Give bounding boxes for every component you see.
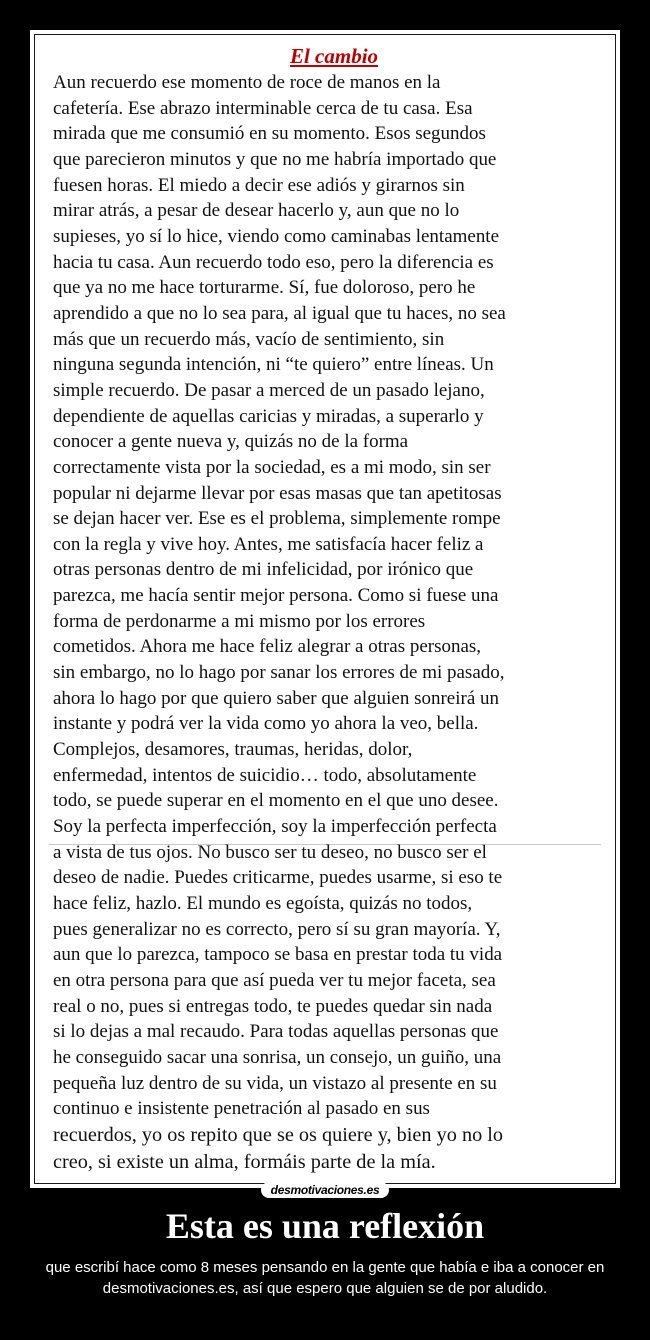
- document-line: pequeña luz dentro de su vida, un vistazo al presente en su: [53, 1072, 497, 1094]
- document-line: sin embargo, no lo hago por sanar los errores de mi pasado,: [53, 662, 505, 684]
- document-line: continuo e insistente penetración al pasado en sus: [53, 1098, 430, 1120]
- document-text: [53, 43, 615, 1176]
- document-line: fuesen horas. El miedo a decir ese adiós y girarnos sin: [53, 174, 465, 196]
- document-line: mirar atrás, a pesar de desear hacerlo y, aun que no lo: [53, 200, 460, 222]
- document-line: correctamente vista por la sociedad, es a mi modo, sin ser: [53, 456, 491, 478]
- document-line: se dejan hacer ver. Ese es el problema, simplemente rompe: [53, 508, 501, 530]
- document-line: aun que lo parezca, tampoco se basa en prestar toda tu vida: [53, 944, 503, 966]
- document-line: parezca, me hacía sentir mejor persona. Como si fuese una: [53, 585, 499, 607]
- caption-text: que escribí hace como 8 meses pensando en la gente que había e iba a conocer en desmotivaciones.es, así que espero que alguien se de por aludido.: [45, 1259, 605, 1297]
- document-line: supieses, yo sí lo hice, viendo como caminabas lentamente: [53, 225, 500, 247]
- document-line: que parecieron minutos y que no me habría importado que: [53, 148, 497, 170]
- document-title: El cambio: [289, 44, 379, 68]
- document-line: otras personas dentro de mi infelicidad, por irónico que: [53, 559, 474, 581]
- document-line: hace feliz, hazlo. El mundo es egoísta, quizás no todos,: [53, 893, 473, 914]
- document-line: con la regla y vive hoy. Antes, me satisfacía hacer feliz a: [53, 533, 484, 555]
- document-line: más que un recuerdo más, vacío de sentimiento, sin: [53, 328, 445, 350]
- document-line: popular ni dejarme llevar por esas masas que tan apetitosas: [53, 482, 502, 504]
- document-line: hacia tu casa. Aun recuerdo todo eso, pero la diferencia es: [53, 251, 494, 273]
- document-line: que ya no me hace torturarme. Sí, fue doloroso, pero he: [53, 277, 476, 299]
- document-line: forma de perdonarme a mi mismo por los errores: [53, 610, 426, 632]
- watermark-wrap: [0, 1181, 650, 1199]
- document-line: pues generalizar no es correcto, pero sí su gran mayoría. Y,: [53, 918, 501, 940]
- document-line: ahora lo hago por que quiero saber que alguien sonreirá un: [53, 687, 499, 709]
- document-line: dependiente de aquellas caricias y miradas, a superarlo y: [53, 405, 484, 427]
- site-watermark: desmotivaciones.es: [261, 1182, 390, 1198]
- document-line: recuerdos, yo os repito que se os quiere y, bien yo no lo: [53, 1123, 504, 1146]
- document-line: si lo dejas a mal recaudo. Para todas aquellas personas que: [53, 1021, 499, 1043]
- poster-frame: [30, 30, 620, 1188]
- document-line: he conseguido sacar una sonrisa, un consejo, un guiño, una: [53, 1046, 502, 1068]
- document-line: conocer a gente nueva y, quizás no de la forma: [53, 431, 409, 453]
- document-line: instante y podrá ver la vida como yo ahora la veo, bella.: [53, 713, 479, 735]
- document-line: en otra persona para que así pueda ver tu mejor faceta, sea: [53, 969, 496, 991]
- poster-image: [34, 34, 616, 1184]
- document-line: cometidos. Ahora me hace feliz alegrar a otras personas,: [53, 636, 482, 658]
- document-line: creo, si existe un alma, formáis parte de la mía.: [53, 1150, 436, 1173]
- document-line: mirada que me consumió en su momento. Esos segundos: [53, 123, 486, 145]
- document-line: a vista de tus ojos. No busco ser tu deseo, no busco ser el: [53, 841, 487, 863]
- document-line: ninguna segunda intención, ni “te quiero” entre líneas. Un: [53, 354, 494, 376]
- document-line: deseo de nadie. Puedes criticarme, puedes usarme, si eso te: [53, 867, 503, 889]
- document-line: simple recuerdo. De pasar a merced de un pasado lejano,: [53, 379, 485, 401]
- document-line: Complejos, desamores, traumas, heridas, dolor,: [53, 739, 413, 761]
- caption-title: Esta es una reflexión: [165, 1206, 485, 1246]
- document-line: Aun recuerdo ese momento de roce de manos en la: [53, 72, 441, 93]
- document-body: [53, 70, 615, 1122]
- document-line: real o no, pues si entregas todo, te puedes quedar sin nada: [53, 995, 493, 1017]
- document-line: aprendido a que no lo sea para, al igual que tu haces, no sea: [53, 302, 506, 324]
- document-body-end: [53, 1122, 615, 1176]
- document-line: enfermedad, intentos de suicidio… todo, absolutamente: [53, 764, 477, 786]
- document-line: todo, se puede superar en el momento en el que uno desee.: [53, 790, 499, 812]
- document-line: Soy la perfecta imperfección, soy la imperfección perfecta: [53, 816, 497, 838]
- document-line: cafetería. Ese abrazo interminable cerca de tu casa. Esa: [53, 97, 473, 119]
